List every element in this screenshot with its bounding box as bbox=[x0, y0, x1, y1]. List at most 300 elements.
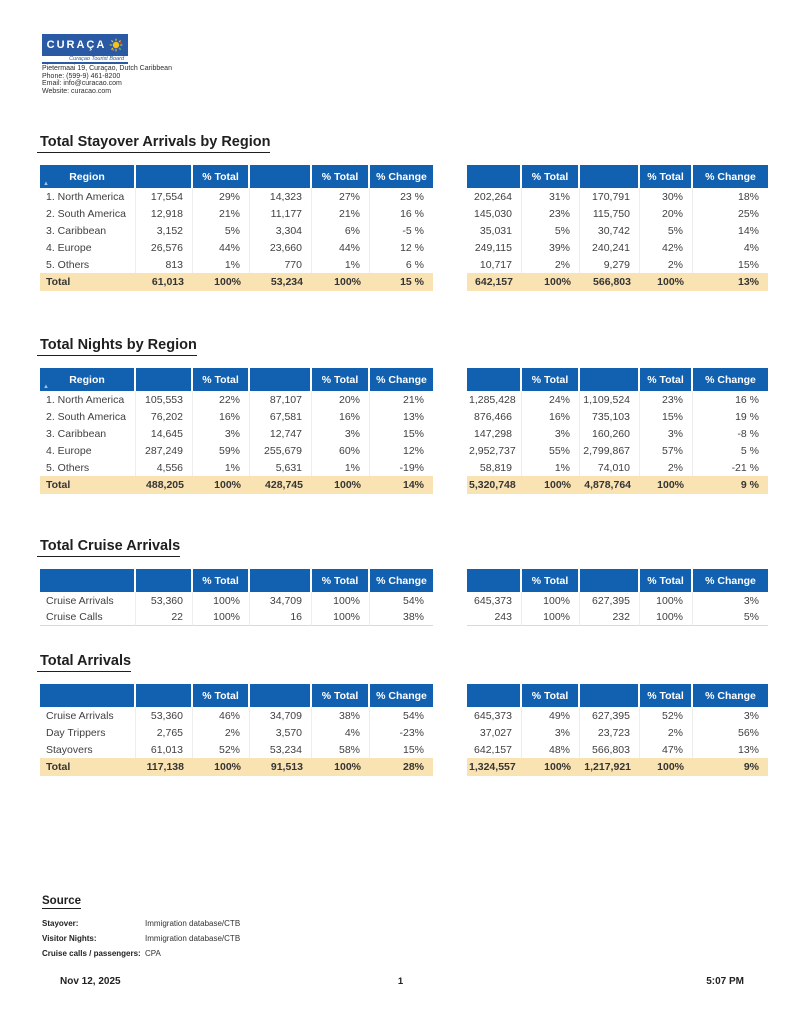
table-cell: 44% bbox=[193, 239, 250, 256]
table-cell: 16 % bbox=[370, 205, 433, 222]
column-header[interactable] bbox=[467, 368, 522, 391]
total-cell: 91,513 bbox=[250, 758, 312, 776]
table-cell: 2,799,867 bbox=[580, 442, 640, 459]
column-header-label: % Change bbox=[376, 373, 427, 386]
table-cell: 243 bbox=[467, 609, 522, 626]
table-cell: 30,742 bbox=[580, 222, 640, 239]
table-cell: 31% bbox=[522, 188, 580, 205]
total-cell: 5,320,748 bbox=[467, 476, 522, 494]
column-header-label: % Change bbox=[376, 170, 427, 183]
total-cell: 117,138 bbox=[136, 758, 193, 776]
table-cell: 3% bbox=[640, 425, 693, 442]
table-cell: 100% bbox=[522, 609, 580, 626]
table-cell: 58% bbox=[312, 741, 370, 758]
table-cell: 20% bbox=[312, 391, 370, 408]
table-cell: Stayovers bbox=[40, 741, 136, 758]
table-cell: 115,750 bbox=[580, 205, 640, 222]
table-cell: 5. Others bbox=[40, 459, 136, 476]
table-cell: 16 % bbox=[693, 391, 768, 408]
column-header[interactable] bbox=[40, 368, 136, 391]
column-header-label: % Total bbox=[321, 373, 359, 386]
column-header[interactable] bbox=[693, 165, 768, 188]
source-row bbox=[42, 946, 240, 961]
table-cell: Cruise Arrivals bbox=[40, 592, 136, 609]
source-value: Immigration database/CTB bbox=[145, 919, 241, 928]
source-value: Immigration database/CTB bbox=[145, 934, 241, 943]
footer-page-number: 1 bbox=[397, 976, 404, 987]
source-title: Source bbox=[42, 895, 81, 907]
table-cell: 645,373 bbox=[467, 592, 522, 609]
column-header[interactable] bbox=[580, 684, 640, 707]
logo-rule bbox=[42, 62, 128, 64]
total-cell: 61,013 bbox=[136, 273, 193, 291]
table-cell: 30% bbox=[640, 188, 693, 205]
table-cell: 2. South America bbox=[40, 205, 136, 222]
table-cell: Cruise Arrivals bbox=[40, 707, 136, 724]
column-header[interactable] bbox=[580, 368, 640, 391]
column-header[interactable] bbox=[522, 684, 580, 707]
table-row bbox=[467, 592, 768, 609]
footer-time: 5:07 PM bbox=[706, 976, 744, 987]
table-cell: 19 % bbox=[693, 408, 768, 425]
table-cell: 876,466 bbox=[467, 408, 522, 425]
source-value: CPA bbox=[145, 949, 161, 958]
column-header-label: % Change bbox=[376, 574, 427, 587]
table-cell: 627,395 bbox=[580, 707, 640, 724]
column-header-label: Region bbox=[69, 373, 105, 386]
table-cell: 29% bbox=[193, 188, 250, 205]
table-cell: 2% bbox=[640, 256, 693, 273]
address-line: Pietermaai 19, Curaçao, Dutch Caribbean bbox=[42, 65, 172, 72]
table-row bbox=[467, 741, 768, 758]
column-header[interactable] bbox=[312, 684, 370, 707]
table-row bbox=[40, 707, 433, 724]
table-row bbox=[40, 741, 433, 758]
column-header-label: % Total bbox=[202, 373, 239, 386]
table-row bbox=[467, 188, 768, 205]
section-title: Total Stayover Arrivals by Region bbox=[37, 134, 270, 153]
table-cell: 49% bbox=[522, 707, 580, 724]
column-header[interactable] bbox=[640, 368, 693, 391]
arrivals-right-table bbox=[467, 684, 768, 776]
table-cell: 14% bbox=[693, 222, 768, 239]
table-cell: -5 % bbox=[370, 222, 433, 239]
section-stayover-arrivals bbox=[0, 133, 801, 291]
table-cell: 23% bbox=[640, 391, 693, 408]
table-cell: 48% bbox=[522, 741, 580, 758]
table-cell: 6 % bbox=[370, 256, 433, 273]
total-cell: 100% bbox=[193, 273, 250, 291]
source-rows bbox=[42, 916, 240, 961]
table-cell: 52% bbox=[193, 741, 250, 758]
table-cell: 12,918 bbox=[136, 205, 193, 222]
nights-right-table bbox=[467, 368, 768, 494]
total-cell: 14% bbox=[370, 476, 433, 494]
column-header[interactable] bbox=[467, 569, 522, 592]
table-row bbox=[40, 239, 433, 256]
table-cell: 255,679 bbox=[250, 442, 312, 459]
column-header-label: % Total bbox=[531, 574, 569, 587]
stayover-right-table bbox=[467, 165, 768, 291]
table-cell: 34,709 bbox=[250, 592, 312, 609]
total-cell: 1,324,557 bbox=[467, 758, 522, 776]
table-cell: 5 % bbox=[693, 442, 768, 459]
phone-line: Phone: (599-9) 461-8200 bbox=[42, 72, 121, 80]
table-row bbox=[467, 408, 768, 425]
total-cell: 100% bbox=[193, 758, 250, 776]
table-cell: 4,556 bbox=[136, 459, 193, 476]
table-cell: 76,202 bbox=[136, 408, 193, 425]
table-cell: 170,791 bbox=[580, 188, 640, 205]
table-cell: 2% bbox=[522, 256, 580, 273]
table-cell: 2% bbox=[640, 459, 693, 476]
column-header-label: % Total bbox=[647, 373, 684, 386]
table-cell: 1% bbox=[522, 459, 580, 476]
email-line: Email: info@curacao.com bbox=[42, 80, 122, 88]
table-row bbox=[467, 239, 768, 256]
table-cell: 147,298 bbox=[467, 425, 522, 442]
table-cell: 3,570 bbox=[250, 724, 312, 741]
table-cell: 61,013 bbox=[136, 741, 193, 758]
column-header[interactable] bbox=[193, 165, 250, 188]
source-label: Stayover: bbox=[42, 919, 79, 928]
column-header-label: % Total bbox=[321, 170, 359, 183]
section-title: Total Arrivals bbox=[37, 653, 131, 672]
table-cell: 3. Caribbean bbox=[40, 425, 136, 442]
column-header-label: % Total bbox=[531, 689, 569, 702]
table-cell: 645,373 bbox=[467, 707, 522, 724]
column-header-label: % Total bbox=[202, 170, 239, 183]
curacao-logo bbox=[42, 34, 128, 56]
table-total-row bbox=[40, 273, 433, 291]
table-cell: 67,581 bbox=[250, 408, 312, 425]
website-line: Website: curacao.com bbox=[42, 87, 112, 95]
column-header[interactable] bbox=[467, 165, 522, 188]
column-header-label: % Total bbox=[202, 689, 239, 702]
table-total-row bbox=[467, 476, 768, 494]
table-cell: 3% bbox=[693, 707, 768, 724]
column-header[interactable] bbox=[193, 368, 250, 391]
column-header[interactable] bbox=[40, 165, 136, 188]
total-cell: Total bbox=[40, 758, 136, 776]
column-header-label: % Total bbox=[647, 689, 684, 702]
table-cell: 1. North America bbox=[40, 391, 136, 408]
table-cell: 2% bbox=[193, 724, 250, 741]
table-cell: 2,952,737 bbox=[467, 442, 522, 459]
table-cell: 2,765 bbox=[136, 724, 193, 741]
table-cell: 287,249 bbox=[136, 442, 193, 459]
table-row bbox=[40, 724, 433, 741]
total-cell: 100% bbox=[312, 758, 370, 776]
column-header-label: % Total bbox=[647, 574, 684, 587]
table-cell: 566,803 bbox=[580, 741, 640, 758]
table-cell: -8 % bbox=[693, 425, 768, 442]
address-block bbox=[42, 65, 172, 95]
column-header[interactable] bbox=[522, 569, 580, 592]
table-cell: 100% bbox=[193, 609, 250, 626]
table-cell: 23,660 bbox=[250, 239, 312, 256]
table-cell: 4. Europe bbox=[40, 442, 136, 459]
table-total-row bbox=[467, 758, 768, 776]
table-cell: 5% bbox=[640, 222, 693, 239]
total-cell: 428,745 bbox=[250, 476, 312, 494]
table-cell: -19% bbox=[370, 459, 433, 476]
total-cell: 4,878,764 bbox=[580, 476, 640, 494]
table-cell: 27% bbox=[312, 188, 370, 205]
column-header-label: % Change bbox=[705, 373, 756, 386]
column-header[interactable] bbox=[312, 165, 370, 188]
table-row bbox=[40, 459, 433, 476]
table-cell: 1,285,428 bbox=[467, 391, 522, 408]
total-cell: Total bbox=[40, 476, 136, 494]
column-header[interactable] bbox=[136, 569, 193, 592]
page-footer bbox=[0, 976, 801, 987]
table-cell: 21% bbox=[370, 391, 433, 408]
table-row bbox=[467, 425, 768, 442]
total-cell: 100% bbox=[640, 273, 693, 291]
column-header[interactable] bbox=[370, 368, 433, 391]
table-cell: 642,157 bbox=[467, 741, 522, 758]
table-cell: -23% bbox=[370, 724, 433, 741]
table-cell: 12% bbox=[370, 442, 433, 459]
table-cell: 770 bbox=[250, 256, 312, 273]
table-cell: 9,279 bbox=[580, 256, 640, 273]
arrivals-left-table bbox=[40, 684, 433, 776]
cruise-right-table bbox=[467, 569, 768, 626]
total-cell: 100% bbox=[312, 476, 370, 494]
column-header[interactable] bbox=[193, 684, 250, 707]
table-cell: 22% bbox=[193, 391, 250, 408]
table-cell: 3% bbox=[193, 425, 250, 442]
table-cell: 160,260 bbox=[580, 425, 640, 442]
column-header[interactable] bbox=[250, 165, 312, 188]
table-cell: 24% bbox=[522, 391, 580, 408]
total-cell: 100% bbox=[312, 273, 370, 291]
table-cell: Day Trippers bbox=[40, 724, 136, 741]
logo-brand-text: CURAÇA bbox=[46, 39, 107, 51]
column-header[interactable] bbox=[250, 569, 312, 592]
table-cell: 39% bbox=[522, 239, 580, 256]
column-header-label: % Total bbox=[321, 574, 359, 587]
total-cell: 1,217,921 bbox=[580, 758, 640, 776]
table-cell: 60% bbox=[312, 442, 370, 459]
column-header[interactable] bbox=[250, 684, 312, 707]
table-cell: 4% bbox=[312, 724, 370, 741]
table-cell: 5. Others bbox=[40, 256, 136, 273]
stayover-left-table bbox=[40, 165, 433, 291]
section-total-nights bbox=[0, 336, 801, 494]
table-row bbox=[40, 425, 433, 442]
table-cell: -21 % bbox=[693, 459, 768, 476]
total-cell: 9% bbox=[693, 758, 768, 776]
column-header[interactable] bbox=[40, 684, 136, 707]
table-cell: 105,553 bbox=[136, 391, 193, 408]
total-cell: 100% bbox=[522, 476, 580, 494]
table-row bbox=[467, 205, 768, 222]
table-cell: 55% bbox=[522, 442, 580, 459]
table-cell: 1% bbox=[193, 459, 250, 476]
column-header[interactable] bbox=[580, 569, 640, 592]
column-header[interactable] bbox=[136, 368, 193, 391]
column-header[interactable] bbox=[640, 684, 693, 707]
total-cell: 566,803 bbox=[580, 273, 640, 291]
table-cell: 20% bbox=[640, 205, 693, 222]
column-header[interactable] bbox=[580, 165, 640, 188]
table-row bbox=[40, 188, 433, 205]
column-header[interactable] bbox=[250, 368, 312, 391]
table-cell: 2% bbox=[640, 724, 693, 741]
table-row bbox=[40, 391, 433, 408]
column-header[interactable] bbox=[136, 165, 193, 188]
table-cell: 15% bbox=[693, 256, 768, 273]
table-cell: 35,031 bbox=[467, 222, 522, 239]
table-cell: 12 % bbox=[370, 239, 433, 256]
column-header[interactable] bbox=[467, 684, 522, 707]
table-row bbox=[467, 442, 768, 459]
column-header-label: % Total bbox=[202, 574, 239, 587]
table-cell: 14,323 bbox=[250, 188, 312, 205]
table-cell: 15% bbox=[640, 408, 693, 425]
table-cell: 21% bbox=[312, 205, 370, 222]
table-cell: 232 bbox=[580, 609, 640, 626]
footer-date: Nov 12, 2025 bbox=[60, 976, 121, 987]
section-cruise-arrivals bbox=[0, 537, 801, 626]
total-cell: Total bbox=[40, 273, 136, 291]
table-cell: 145,030 bbox=[467, 205, 522, 222]
column-header[interactable] bbox=[693, 684, 768, 707]
table-cell: 13% bbox=[693, 741, 768, 758]
column-header[interactable] bbox=[193, 569, 250, 592]
table-cell: 202,264 bbox=[467, 188, 522, 205]
column-header[interactable] bbox=[312, 569, 370, 592]
table-row bbox=[467, 256, 768, 273]
table-cell: 4% bbox=[693, 239, 768, 256]
column-header[interactable] bbox=[370, 569, 433, 592]
column-header-label: % Total bbox=[531, 373, 569, 386]
table-cell: 16% bbox=[522, 408, 580, 425]
table-row bbox=[40, 592, 433, 609]
column-header[interactable] bbox=[40, 569, 136, 592]
table-cell: 249,115 bbox=[467, 239, 522, 256]
table-cell: 58,819 bbox=[467, 459, 522, 476]
table-cell: 54% bbox=[370, 707, 433, 724]
table-row bbox=[40, 609, 433, 626]
column-header[interactable] bbox=[370, 165, 433, 188]
table-cell: 100% bbox=[640, 592, 693, 609]
table-row bbox=[40, 205, 433, 222]
total-cell: 9 % bbox=[693, 476, 768, 494]
column-header[interactable] bbox=[312, 368, 370, 391]
table-row bbox=[40, 408, 433, 425]
column-header-label: % Change bbox=[705, 170, 756, 183]
table-total-row bbox=[40, 758, 433, 776]
source-block bbox=[42, 891, 240, 961]
table-row bbox=[40, 256, 433, 273]
table-cell: 23% bbox=[522, 205, 580, 222]
table-cell: 735,103 bbox=[580, 408, 640, 425]
total-cell: 53,234 bbox=[250, 273, 312, 291]
table-cell: 15% bbox=[370, 425, 433, 442]
logo-tagline: Curaçao Tourist Board bbox=[69, 56, 124, 62]
table-cell: 3,152 bbox=[136, 222, 193, 239]
column-header[interactable] bbox=[136, 684, 193, 707]
table-cell: 3,304 bbox=[250, 222, 312, 239]
table-row bbox=[40, 222, 433, 239]
column-header[interactable] bbox=[370, 684, 433, 707]
table-cell: 2. South America bbox=[40, 408, 136, 425]
total-cell: 100% bbox=[640, 758, 693, 776]
column-header[interactable] bbox=[522, 165, 580, 188]
table-cell: 26,576 bbox=[136, 239, 193, 256]
table-cell: 100% bbox=[640, 609, 693, 626]
table-row bbox=[467, 609, 768, 626]
table-cell: 59% bbox=[193, 442, 250, 459]
column-header[interactable] bbox=[522, 368, 580, 391]
column-header[interactable] bbox=[640, 165, 693, 188]
sort-ascending-icon: ▲ bbox=[43, 181, 49, 187]
table-cell: 46% bbox=[193, 707, 250, 724]
table-row bbox=[467, 707, 768, 724]
table-cell: 3% bbox=[522, 425, 580, 442]
table-row bbox=[467, 459, 768, 476]
source-row bbox=[42, 931, 240, 946]
table-cell: 16% bbox=[312, 408, 370, 425]
section-title: Total Nights by Region bbox=[37, 337, 197, 356]
table-cell: Cruise Calls bbox=[40, 609, 136, 626]
sort-ascending-icon: ▲ bbox=[43, 384, 49, 390]
table-cell: 53,360 bbox=[136, 707, 193, 724]
source-label: Visitor Nights: bbox=[42, 934, 97, 943]
table-cell: 53,234 bbox=[250, 741, 312, 758]
table-cell: 1% bbox=[312, 459, 370, 476]
table-cell: 38% bbox=[312, 707, 370, 724]
table-total-row bbox=[467, 273, 768, 291]
table-cell: 3% bbox=[312, 425, 370, 442]
table-cell: 1,109,524 bbox=[580, 391, 640, 408]
column-header[interactable] bbox=[693, 569, 768, 592]
table-cell: 57% bbox=[640, 442, 693, 459]
table-cell: 38% bbox=[370, 609, 433, 626]
table-row bbox=[467, 391, 768, 408]
table-cell: 6% bbox=[312, 222, 370, 239]
table-cell: 1% bbox=[193, 256, 250, 273]
total-cell: 13% bbox=[693, 273, 768, 291]
column-header[interactable] bbox=[640, 569, 693, 592]
column-header[interactable] bbox=[693, 368, 768, 391]
table-cell: 5% bbox=[693, 609, 768, 626]
table-cell: 37,027 bbox=[467, 724, 522, 741]
table-cell: 87,107 bbox=[250, 391, 312, 408]
column-header-label: Region bbox=[69, 170, 105, 183]
table-cell: 10,717 bbox=[467, 256, 522, 273]
table-total-row bbox=[40, 476, 433, 494]
table-cell: 100% bbox=[193, 592, 250, 609]
table-cell: 17,554 bbox=[136, 188, 193, 205]
source-label: Cruise calls / passengers: bbox=[42, 949, 141, 958]
table-cell: 627,395 bbox=[580, 592, 640, 609]
sun-icon bbox=[109, 38, 123, 52]
table-cell: 240,241 bbox=[580, 239, 640, 256]
cruise-left-table bbox=[40, 569, 433, 626]
table-cell: 18% bbox=[693, 188, 768, 205]
table-cell: 3% bbox=[693, 592, 768, 609]
table-cell: 14,645 bbox=[136, 425, 193, 442]
table-cell: 100% bbox=[522, 592, 580, 609]
table-cell: 5% bbox=[193, 222, 250, 239]
column-header-label: % Change bbox=[705, 689, 756, 702]
section-title: Total Cruise Arrivals bbox=[37, 538, 180, 557]
table-cell: 3% bbox=[522, 724, 580, 741]
